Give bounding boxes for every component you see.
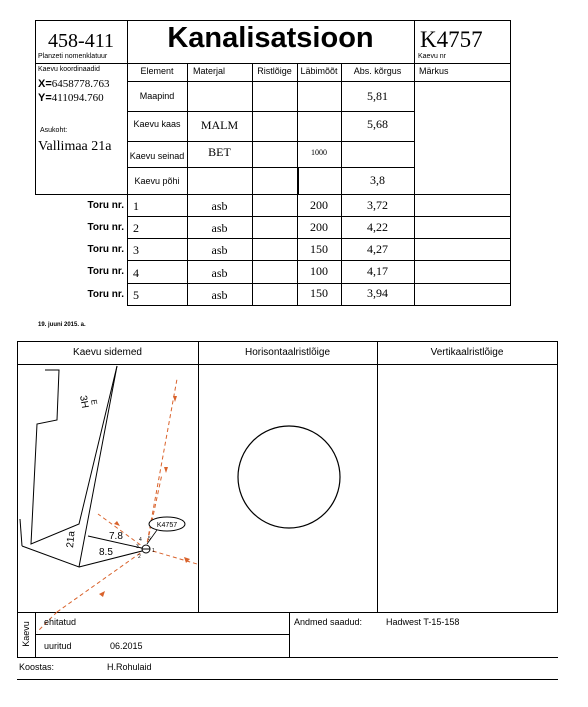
location-caption: Asukoht:	[40, 127, 68, 134]
coordinate-x-label: X=	[38, 78, 52, 90]
panel-title-connections: Kaevu sidemed	[73, 347, 142, 358]
pipe-material: asb	[211, 221, 228, 235]
location-value: Vallimaa 21a	[38, 139, 112, 154]
pipe-nr: 2	[133, 221, 139, 235]
col-header-element: Element	[140, 66, 174, 76]
element-row-label: Maapind	[139, 91, 175, 101]
flow-arrow	[164, 467, 168, 473]
pipe-diameter: 100	[310, 264, 328, 278]
flow-arrow	[173, 396, 177, 402]
pipe-row-label: Toru nr.	[87, 200, 124, 211]
parcel-boundary	[20, 519, 22, 546]
pipe-row-label: Toru nr.	[87, 266, 124, 277]
pipe-material: asb	[211, 199, 228, 213]
element-row-material: MALM	[200, 118, 239, 132]
pipe-diameter: 200	[310, 220, 328, 234]
pipe-diameter: 150	[310, 242, 328, 256]
well-tag: K4757	[156, 522, 178, 529]
flow-arrow	[114, 521, 120, 526]
coordinate-y	[38, 92, 104, 104]
building-sublabel: E	[89, 398, 99, 406]
footer-data-source-value: Hadwest T-15-158	[386, 617, 460, 627]
dimension-label: 8.5	[99, 547, 113, 558]
panel-title-horizontal-section: Horisontaalristlõige	[244, 347, 331, 358]
page-title: Kanalisatsioon	[167, 22, 374, 54]
element-row-label: Kaevu seinad	[129, 151, 185, 161]
flow-arrow	[99, 591, 105, 597]
pipe-nr: 3	[133, 243, 139, 257]
coordinates-caption: Kaevu koordinaadid	[38, 66, 100, 73]
pipe-number: 1	[152, 548, 155, 554]
element-row-label: Kaevu kaas	[133, 119, 181, 129]
pipe-number: 3	[136, 544, 139, 550]
well-id-caption: Kaevu nr	[418, 53, 447, 60]
pipe-material: asb	[211, 266, 228, 280]
pipe-material: asb	[211, 288, 228, 302]
footer-built-label: ehitatud	[44, 617, 77, 627]
pipe-abs: 3,94	[367, 286, 388, 300]
pipe-line	[57, 549, 146, 612]
footer-side-label: Kaevu	[21, 621, 31, 647]
col-header-diameter: Läbimõõt	[300, 66, 338, 76]
pipe-nr: 5	[133, 288, 139, 302]
nomenclature-caption: Planzeti nomenklatuur	[38, 53, 108, 60]
location-sketch	[17, 364, 198, 634]
element-row-label: Kaevu põhi	[134, 176, 180, 186]
building-outline	[31, 366, 117, 544]
pipe-abs: 3,72	[367, 198, 388, 212]
pipe-nr: 1	[133, 199, 139, 213]
element-row-abs: 5,68	[367, 117, 388, 131]
pipe-abs: 4,22	[367, 220, 388, 234]
element-row-abs: 5,81	[367, 89, 388, 103]
coordinate-y-label: Y=	[38, 92, 52, 104]
well-circle	[238, 426, 340, 528]
document-date: 19. juuni 2015. a.	[38, 322, 86, 328]
pipe-row-label: Toru nr.	[87, 289, 124, 300]
horizontal-section-drawing	[198, 364, 377, 612]
pipe-lines	[57, 379, 197, 612]
building-label: 3H	[77, 394, 91, 410]
coordinate-y-value: 411094.760	[51, 92, 104, 104]
col-header-notes: Märkus	[419, 66, 449, 76]
pipe-diameter: 150	[310, 286, 328, 300]
pipe-abs: 4,17	[367, 264, 388, 278]
dimension-label: 7.8	[109, 531, 123, 542]
pipe-diameter: 200	[310, 198, 328, 212]
pipe-number: 2	[138, 554, 141, 560]
col-header-material: Materjal	[192, 66, 225, 76]
well-id: K4757	[420, 27, 483, 52]
pipe-abs: 4,27	[367, 242, 388, 256]
footer-compiled-value: H.Rohulaid	[107, 662, 152, 672]
pipe-nr: 4	[133, 266, 139, 280]
footer-surveyed-date: 06.2015	[110, 641, 143, 651]
element-row-diameter: 1000	[311, 148, 327, 157]
col-header-cross-section: Ristlõige	[257, 66, 292, 76]
pipe-row-label: Toru nr.	[87, 244, 124, 255]
footer-compiled-label: Koostas:	[19, 662, 55, 672]
pipe-row-label: Toru nr.	[87, 222, 124, 233]
nomenclature-number: 458-411	[48, 30, 114, 52]
footer-surveyed-label: uuritud	[44, 641, 72, 651]
footer-data-source-label: Andmed saadud:	[294, 617, 363, 627]
element-row-material: BET	[208, 145, 231, 159]
coordinate-x-value: 6458778.763	[51, 78, 110, 90]
pipe-number: 5	[148, 536, 151, 542]
parcel-label: 21a	[65, 530, 78, 549]
panel-title-vertical-section: Vertikaalristlõige	[430, 347, 504, 358]
element-row-abs: 3,8	[370, 173, 385, 187]
col-header-abs-height: Abs. kõrgus	[353, 66, 402, 76]
pipe-number: 4	[139, 537, 142, 543]
coordinate-x	[38, 78, 110, 90]
pipe-material: asb	[211, 243, 228, 257]
